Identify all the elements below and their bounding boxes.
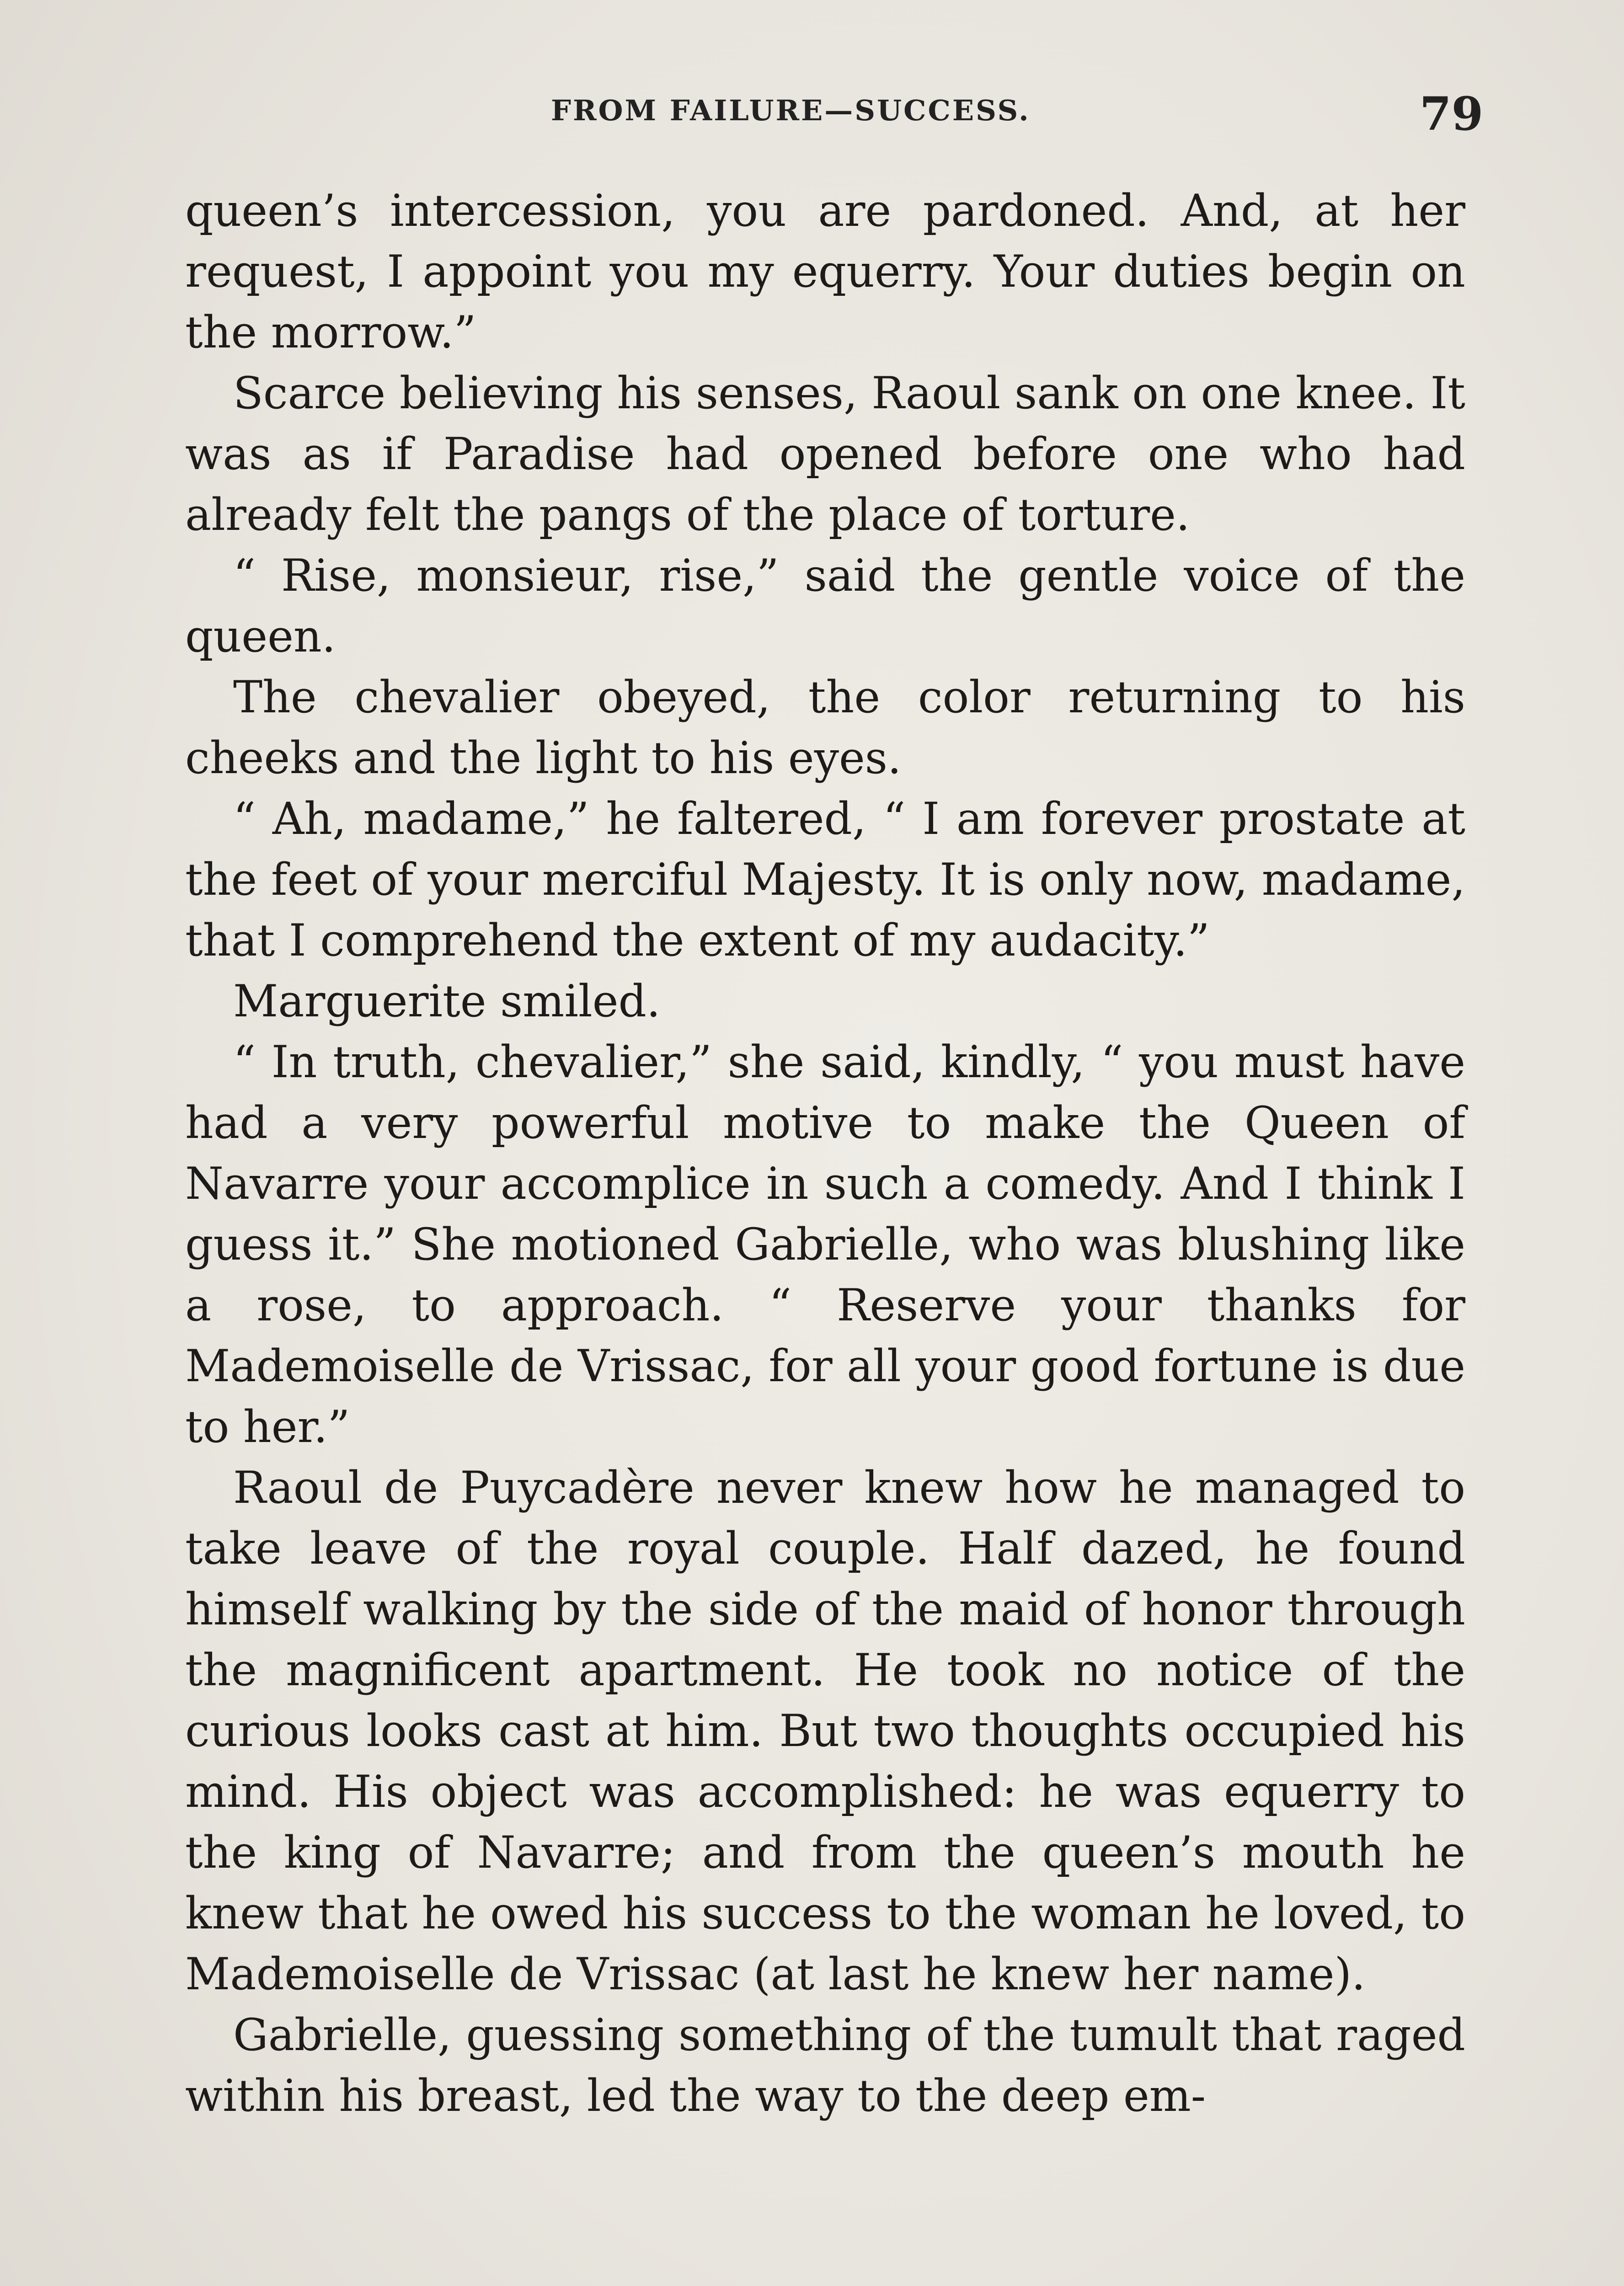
paragraph: Scarce believing his senses, Raoul sank on one knee. It was as if Paradise had opened before one who had already felt the pangs of the place of torture. bbox=[185, 368, 1465, 540]
paragraph: “ In truth, chevalier,” she said, kindly, “ you must have had a very powerful motive to make the Queen of Navarre your accomplice in such a comedy. And I think I guess it.” She motioned Gabrielle, who was blushing like a rose, to approach. “ Reserve your thanks for Mademoiselle de Vrissac, for all your good fortune is due to her.” bbox=[185, 1036, 1465, 1453]
running-head: FROM FAILURE—SUCCESS. bbox=[551, 94, 1031, 127]
paragraph: queen’s intercession, you are pardoned. And, at her request, I appoint you my equerry. Your duties begin on the morrow.” bbox=[185, 185, 1465, 358]
paragraph: Raoul de Puycadère never knew how he managed to take leave of the royal couple. Half dazed, he found himself walking by the side of the maid of honor through the magnificent apartment. He took no notice of the curious looks cast at him. But two thoughts occupied his mind. His object was accomplished: he was equerry to the king of Navarre; and from the queen’s mouth he knew that he owed his success to the woman he loved, to Mademoiselle de Vrissac (at last he knew her name). bbox=[185, 1462, 1465, 2000]
paragraph: “ Ah, madame,” he faltered, “ I am forever prostate at the feet of your merciful Majesty. It is only now, madame, that I comprehend the extent of my audacity.” bbox=[185, 793, 1465, 966]
page-number: 79 bbox=[1420, 87, 1484, 141]
paragraph: Gabrielle, guessing something of the tumult that raged within his breast, led the way to the deep em- bbox=[185, 2009, 1465, 2121]
paragraph: The chevalier obeyed, the color returning to his cheeks and the light to his eyes. bbox=[185, 672, 1465, 784]
paragraph: “ Rise, monsieur, rise,” said the gentle voice of the queen. bbox=[185, 550, 1465, 662]
page-body bbox=[185, 181, 1465, 2126]
paragraph: Marguerite smiled. bbox=[233, 976, 661, 1027]
